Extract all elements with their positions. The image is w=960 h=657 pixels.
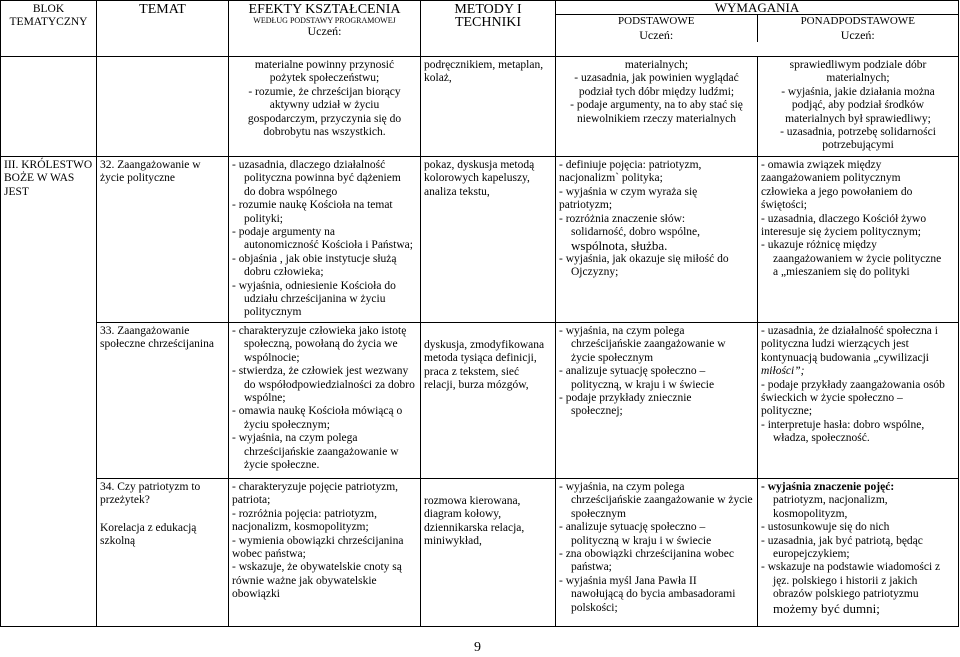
text-line: - wyjaśnia w czym wyraża się — [559, 185, 698, 198]
text-line: - wyjaśnia, odniesienie Kościoła do — [232, 279, 396, 292]
text-line: życiu społecznym; — [244, 418, 330, 431]
header-requirements — [556, 1, 959, 57]
text-line: polityczne; — [761, 405, 813, 418]
text-line: a „mieszaniem się do polityki — [773, 266, 910, 279]
header-row — [1, 1, 959, 57]
continuation-row — [1, 57, 959, 157]
text-line: - rozumie naukę Kościoła na temat — [232, 199, 393, 212]
text-line: nacjonalizm, kosmopolityzm; — [232, 521, 369, 534]
text-line: do dobra wspólnego — [244, 185, 338, 198]
text-line: Ojczyzny; — [571, 266, 619, 279]
text-line: kosmopolityzm, — [773, 507, 848, 520]
basic-cell — [556, 157, 758, 323]
topic-line: życie polityczne — [100, 172, 176, 185]
text-line: patriota; — [232, 494, 271, 507]
text-line: materialnych; — [624, 59, 689, 71]
text-line: podjąć, aby podział środków — [791, 99, 925, 112]
text-line: materialne powinny przynosić — [254, 59, 395, 71]
continuation-block-cell — [1, 57, 97, 157]
text-line: miniwykład, — [424, 535, 482, 548]
text-line: - uzasadnia, dlaczego działalność — [232, 159, 386, 171]
text-line: dyskusja, zmodyfikowana — [424, 339, 545, 351]
topic-cell — [97, 323, 229, 479]
header-topic-label: TEMAT — [139, 2, 186, 17]
text-line: świeckich w życie społeczno – — [761, 392, 903, 405]
text-line: wspólnota, służba. — [571, 238, 668, 254]
lesson-row-33 — [1, 323, 959, 479]
text-line: polityczną w kraju i w świecie — [571, 534, 712, 547]
text-line: polskości; — [571, 601, 618, 614]
text-line: aktywny udział w życiu — [269, 99, 380, 112]
text-line: - objaśnia , jak obie instytucje służą — [232, 252, 397, 265]
text-line: możemy być dumni; — [773, 600, 880, 616]
header-basic-label: PODSTAWOWE — [618, 15, 695, 28]
header-methods-label: METODY I TECHNIKI — [454, 2, 522, 31]
text-line: społecznej; — [571, 405, 623, 418]
continuation-extended-cell — [758, 57, 959, 157]
header-basic-student: Uczeń: — [639, 27, 674, 42]
text-line: interesuje się życiem politycznym; — [761, 226, 921, 239]
header-extended-label: PONADPODSTAWOWE — [800, 15, 915, 28]
continuation-topic-cell — [97, 57, 229, 157]
header-effects-label: EFEKTY KSZTAŁCENIA — [248, 2, 401, 17]
text-line: równie ważne jak obywatelskie — [232, 574, 377, 587]
text-line: - stwierdza, że człowiek jest wezwany — [232, 365, 409, 378]
header-extended-student: Uczeń: — [840, 27, 875, 42]
text-line: podział tych dóbr między ludźmi; — [578, 85, 735, 98]
text-line: metoda tysiąca definicji, — [424, 352, 537, 365]
text-line: obowiązki — [232, 588, 280, 601]
text-line: pożytek społeczeństwu; — [269, 72, 380, 85]
text-line: - wskazuje, że obywatelskie cnoty są — [232, 561, 402, 574]
text-line: - interpretuje hasła: dobro wspólne, — [761, 418, 925, 431]
text-line: władza, społeczność. — [773, 432, 870, 445]
page-number: 9 — [474, 640, 481, 655]
header-block — [1, 1, 97, 57]
text-line: - podaje przykłady zniecznie — [559, 392, 692, 405]
text-line: - wyjaśnia, na czym polega — [232, 432, 358, 445]
basic-cell — [556, 479, 758, 627]
spacer — [424, 481, 552, 495]
extended-cell — [758, 323, 959, 479]
text-line: potrzebującymi — [822, 139, 894, 152]
text-line: polityczna powinna być dążeniem — [244, 172, 401, 185]
text-line: sprawiedliwym podziale dóbr — [789, 59, 927, 71]
effects-cell — [229, 157, 421, 323]
header-block-label: BLOK TEMATYCZNY — [9, 3, 88, 29]
text-line: - uzasadnia, potrzebę solidarności — [780, 126, 936, 139]
topic-line: 34. Czy patriotyzm to — [100, 481, 201, 493]
topic-cell — [97, 157, 229, 323]
text-line: - analizuje sytuację społeczno – — [559, 365, 706, 378]
text-line: nacjonalizm` polityka; — [559, 172, 663, 185]
block-label: III. KRÓLESTWO BOŻE W WAS JEST — [4, 159, 93, 198]
text-line: - uzasadnia, dlaczego Kościół żywo — [761, 212, 927, 225]
topic-cell — [97, 479, 229, 627]
text-line: wspólne; — [244, 392, 286, 405]
header-effects — [229, 1, 421, 57]
text-line: - uzasadnia, że działalność społeczna i — [761, 325, 938, 337]
text-line: świętości; — [761, 199, 807, 212]
text-line: - wyjaśnia, jakie działania można — [781, 85, 935, 98]
text-line: obrazów polskiego patriotyzmu — [773, 588, 919, 601]
text-line: jęz. polskiego i historii z jakich — [773, 574, 918, 587]
text-line: - rozróżnia znaczenie słów: — [559, 212, 686, 225]
text-line: diagram kołowy, — [424, 508, 502, 521]
text-line: życie społecznym — [571, 351, 654, 364]
text-line: chrześcijańskie zaangażowanie w — [244, 445, 399, 458]
text-line: - omawia związek między — [761, 159, 882, 171]
text-line: - ukazuje różnicę między — [761, 239, 877, 252]
text-line: wobec państwa; — [232, 548, 306, 561]
text-line: kontynuacją budowania „cywilizacji — [761, 351, 929, 364]
text-line: wspólnocie; — [244, 351, 300, 364]
continuation-effects-cell — [229, 57, 421, 157]
topic-line: 33. Zaangażowanie — [100, 325, 190, 337]
text-line: życie społeczne. — [244, 459, 320, 472]
text-line: solidarność, dobro wspólne, — [571, 226, 701, 239]
header-effects-student: Uczeń: — [307, 24, 342, 39]
text-line: - uzasadnia, jak powinien wyglądać — [574, 72, 739, 85]
text-line: - wskazuje na podstawie wiadomości z — [761, 561, 941, 574]
text-line: politycznym — [244, 306, 302, 319]
text-line: udziału chrześcijanina w życiu — [244, 293, 386, 306]
continuation-methods-cell — [421, 57, 556, 157]
topic-line: 32. Zaangażowanie w — [100, 159, 201, 171]
text-line: - rozróżnia pojęcia: patriotyzm, — [232, 507, 377, 520]
text-line: nawołującą do bycia ambasadorami — [571, 588, 736, 601]
spacer — [424, 325, 552, 339]
correlation-line: Korelacja z edukacją — [100, 521, 197, 534]
text-line: zaangażowaniem w życie polityczne — [773, 252, 942, 265]
text-line: chrześcijańskie zaangażowanie w życie — [571, 494, 753, 507]
text-line: - charakteryzuje pojęcie patriotyzm, — [232, 481, 399, 493]
lesson-row-32 — [1, 157, 959, 323]
text-line: europejczykiem; — [773, 548, 850, 561]
text-line: - wyjaśnia, na czym polega — [559, 481, 685, 493]
methods-cell — [421, 479, 556, 627]
text-line: - wyjaśnia, na czym polega — [559, 325, 685, 337]
text-line: - definiuje pojęcia: patriotyzm, — [559, 159, 702, 171]
text-line: - wyjaśnia znaczenie pojęć: — [761, 481, 895, 493]
methods-cell — [421, 157, 556, 323]
text-line: - wyjaśnia, jak okazuje się miłość do — [559, 252, 729, 265]
text-line: - charakteryzuje człowieka jako istotę — [232, 325, 407, 337]
text-line: - podaje argumenty, na to aby stać się — [570, 99, 743, 112]
text-line: człowieka a jego powołaniem do — [761, 185, 913, 198]
text-line: materialnych; — [826, 72, 890, 85]
text-line: - ustosunkowuje się do nich — [761, 521, 890, 534]
topic-line: społeczne chrześcijanina — [100, 338, 214, 351]
continuation-basic-cell — [556, 57, 758, 157]
lesson-row-34 — [1, 479, 959, 627]
header-topic — [97, 1, 229, 57]
text-line: - podaje przykłady zaangażowania osób — [761, 378, 945, 391]
text-line: niewolnikiem rzeczy materialnych — [576, 112, 736, 125]
extended-cell — [758, 479, 959, 627]
text-line: polityczna ludzi wierzących jest — [761, 338, 909, 351]
text-line: zaangażowaniem politycznym — [761, 172, 901, 185]
text-line: do współodpowiedzialności za dobro — [244, 378, 415, 391]
block-cell — [1, 157, 97, 627]
requirements-split — [556, 15, 958, 42]
text-line: analiza tekstu, — [424, 185, 490, 198]
text-line: - analizuje sytuację społeczno – — [559, 521, 706, 534]
text-line: dobrobytu nas wszystkich. — [263, 126, 386, 139]
text-line: - rozumie, że chrześcijan biorący — [248, 85, 401, 98]
header-extended — [758, 15, 959, 42]
header-effects-sub: WEDŁUG PODSTAWY PROGRAMOWEJ — [253, 16, 396, 26]
text-line: chrześcijańskie zaangażowanie w — [571, 338, 726, 351]
spacer — [100, 508, 225, 522]
correlation-line: szkolną — [100, 535, 136, 548]
text-line: - podaje argumenty na — [232, 226, 335, 239]
topic-line: przeżytek? — [100, 494, 150, 507]
basic-cell — [556, 323, 758, 479]
text-line: kolaż, — [424, 72, 452, 85]
text-line: społeczną, powołaną do życia we — [244, 338, 398, 351]
text-line: materialnych był sprawiedliwy; — [785, 112, 931, 125]
text-line: patriotyzm, nacjonalizm, — [773, 494, 888, 507]
text-line: relacji, burza mózgów, — [424, 379, 529, 392]
text-line: rozmowa kierowana, — [424, 495, 521, 507]
text-line: patriotyzm; — [559, 199, 613, 212]
text-line: miłości”; — [761, 365, 805, 378]
header-methods — [421, 1, 556, 57]
text-line: - wymienia obowiązki chrześcijanina — [232, 534, 404, 547]
text-line: państwa; — [571, 561, 612, 574]
text-line: społecznym — [571, 507, 626, 520]
text-line: dobru człowieka; — [244, 266, 324, 279]
header-requirements-label: WYMAGANIA — [556, 1, 958, 15]
text-line: - wyjaśnia myśl Jana Pawła II — [559, 574, 697, 587]
text-line: - omawia naukę Kościoła mówiącą o — [232, 405, 403, 418]
methods-cell — [421, 323, 556, 479]
effects-cell — [229, 323, 421, 479]
text-line: podręcznikiem, metaplan, — [424, 59, 544, 71]
text-line: dziennikarska relacja, — [424, 521, 525, 534]
text-line: - uzasadnia, jak być patriotą, będąc — [761, 534, 923, 547]
text-line: kolorowych kapeluszy, — [424, 172, 530, 185]
text-line: gospodarczym, przyczynia się do — [247, 112, 402, 125]
text-line: polityki; — [244, 212, 283, 225]
text-line: - zna obowiązki chrześcijanina wobec — [559, 548, 734, 561]
text-line: polityczną, w kraju i w świecie — [571, 378, 715, 391]
text-line: pokaz, dyskusja metodą — [424, 159, 535, 171]
text-line: autonomiczność Kościoła i Państwa; — [244, 239, 413, 252]
effects-cell — [229, 479, 421, 627]
extended-cell — [758, 157, 959, 323]
header-basic — [556, 15, 758, 42]
text-line: praca z tekstem, sieć — [424, 365, 520, 378]
